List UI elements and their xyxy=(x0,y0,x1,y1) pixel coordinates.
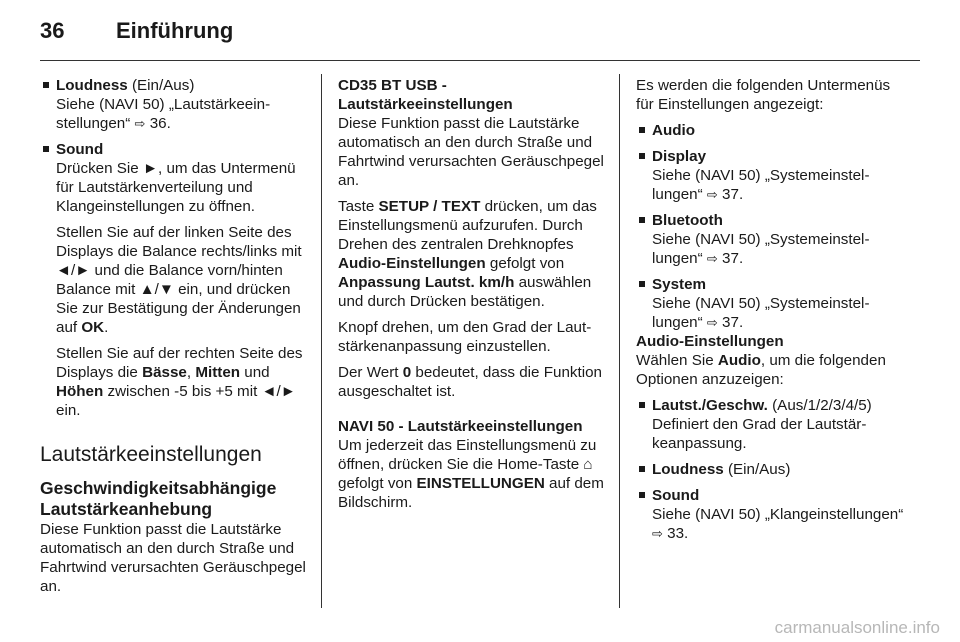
list-item-audio: Audio xyxy=(636,121,906,140)
column-right xyxy=(636,76,906,543)
page-title: Einführung xyxy=(116,18,234,43)
system-reference: Siehe (NAVI 50) „Systemeinstellungen“ ⇨ 37. xyxy=(652,295,870,331)
page-ref-icon: ⇨ xyxy=(652,526,663,541)
page-header xyxy=(40,18,920,58)
list-item-sound: Sound xyxy=(636,486,906,505)
list-item-bluetooth: Bluetooth xyxy=(636,211,906,230)
header-rule xyxy=(40,60,920,61)
lautst-description: Definiert den Grad der Lautstärkeanpassung. xyxy=(652,416,867,452)
page-ref-icon: ⇨ xyxy=(134,116,146,131)
cd35-heading: CD35 BT USB - Lautstärkeeinstellungen xyxy=(338,77,513,113)
page-ref-icon: ⇨ xyxy=(706,251,718,266)
page-ref-icon: ⇨ xyxy=(706,315,718,330)
arrow-right-icon: ► xyxy=(142,160,158,177)
list-item-display: Display xyxy=(636,147,906,166)
column-middle xyxy=(338,76,606,512)
sound-paragraph-1: Drücken Sie ►, um das Untermenü für Lautstärkenverteilung und Klangeinstellungen zu öffnen. xyxy=(56,160,296,215)
bluetooth-reference: Siehe (NAVI 50) „Systemeinstellungen“ ⇨ 37. xyxy=(652,231,870,267)
sound-paragraph-2: Stellen Sie auf der linken Seite des Displays die Balance rechts/links mit ◄/► und die Balance vorn/hinten Balance mit ▲/▼ ein, und drücken Sie zur Bestätigung der Änderungen auf OK. xyxy=(56,224,302,336)
home-icon: ⌂ xyxy=(583,456,593,473)
speed-volume-text: Diese Funktion passt die Lautstärke automatisch an den durch Straße und Fahrtwind verursachten Geräuschpegel an. xyxy=(40,521,306,595)
audio-settings-text: Wählen Sie Audio, um die folgenden Optionen anzuzeigen: xyxy=(636,352,886,388)
sound-paragraph-3: Stellen Sie auf der rechten Seite des Displays die Bässe, Mitten und Höhen zwischen -5 bis +5 mit ◄/► ein. xyxy=(56,345,303,419)
setup-instructions: Taste SETUP / TEXT drücken, um das Einstellungsmenü aufzurufen. Durch Drehen des zentralen Drehknopfes Audio-Einstellungen gefolgt von Anpassung Lautst. km/h auswählen und durch Drücken bestätigen. xyxy=(338,198,597,310)
display-reference: Siehe (NAVI 50) „Systemeinstellungen“ ⇨ 37. xyxy=(652,167,870,203)
cd35-text: Diese Funktion passt die Lautstärke automatisch an den durch Straße und Fahrtwind verursachten Geräuschpegel an. xyxy=(338,115,604,189)
arrow-left-right-icon: ◄/► xyxy=(261,383,296,400)
value-text: Der Wert 0 bedeutet, dass die Funktion ausgeschaltet ist. xyxy=(338,364,602,400)
list-item-loudness: Loudness (Ein/Aus) xyxy=(636,460,906,479)
submenu-intro: Es werden die folgenden Untermenüs für Einstellungen angezeigt: xyxy=(636,77,891,113)
subsection-heading: Geschwindigkeitsabhängige Lautstärkeanhebung xyxy=(40,478,277,519)
watermark: carmanualsonline.info xyxy=(774,618,940,637)
page-ref-icon: ⇨ xyxy=(706,187,718,202)
arrow-up-down-icon: ▲/▼ xyxy=(139,281,174,298)
loudness-reference: Siehe (NAVI 50) „Lautstärkeeinstellungen“ ⇨ 36. xyxy=(56,96,271,132)
column-divider xyxy=(321,74,322,608)
column-left xyxy=(40,76,310,596)
arrow-left-right-icon: ◄/► xyxy=(56,262,91,279)
list-item-sound: Sound xyxy=(40,140,310,159)
navi-text: Um jederzeit das Einstellungsmenü zu öffnen, drücken Sie die Home-Taste ⌂ gefolgt von EINSTELLUNGEN auf dem Bildschirm. xyxy=(338,437,604,511)
list-item-loudness: Loudness (Ein/Aus) xyxy=(40,76,310,95)
navi-heading: NAVI 50 - Lautstärkeeinstellungen xyxy=(338,418,583,435)
list-item-system: System xyxy=(636,275,906,294)
sound-reference: Siehe (NAVI 50) „Klangeinstellungen“ ⇨ 33. xyxy=(652,506,904,542)
section-heading: Lautstärkeeinstellungen xyxy=(40,443,262,466)
audio-settings-heading: Audio-Einstellungen xyxy=(636,333,784,350)
column-divider xyxy=(619,74,620,608)
knob-text: Knopf drehen, um den Grad der Lautstärkenanpassung einzustellen. xyxy=(338,319,592,355)
page-number: 36 xyxy=(40,18,65,43)
list-item-lautst: Lautst./Geschw. (Aus/1/2/3/4/5) xyxy=(636,396,906,415)
